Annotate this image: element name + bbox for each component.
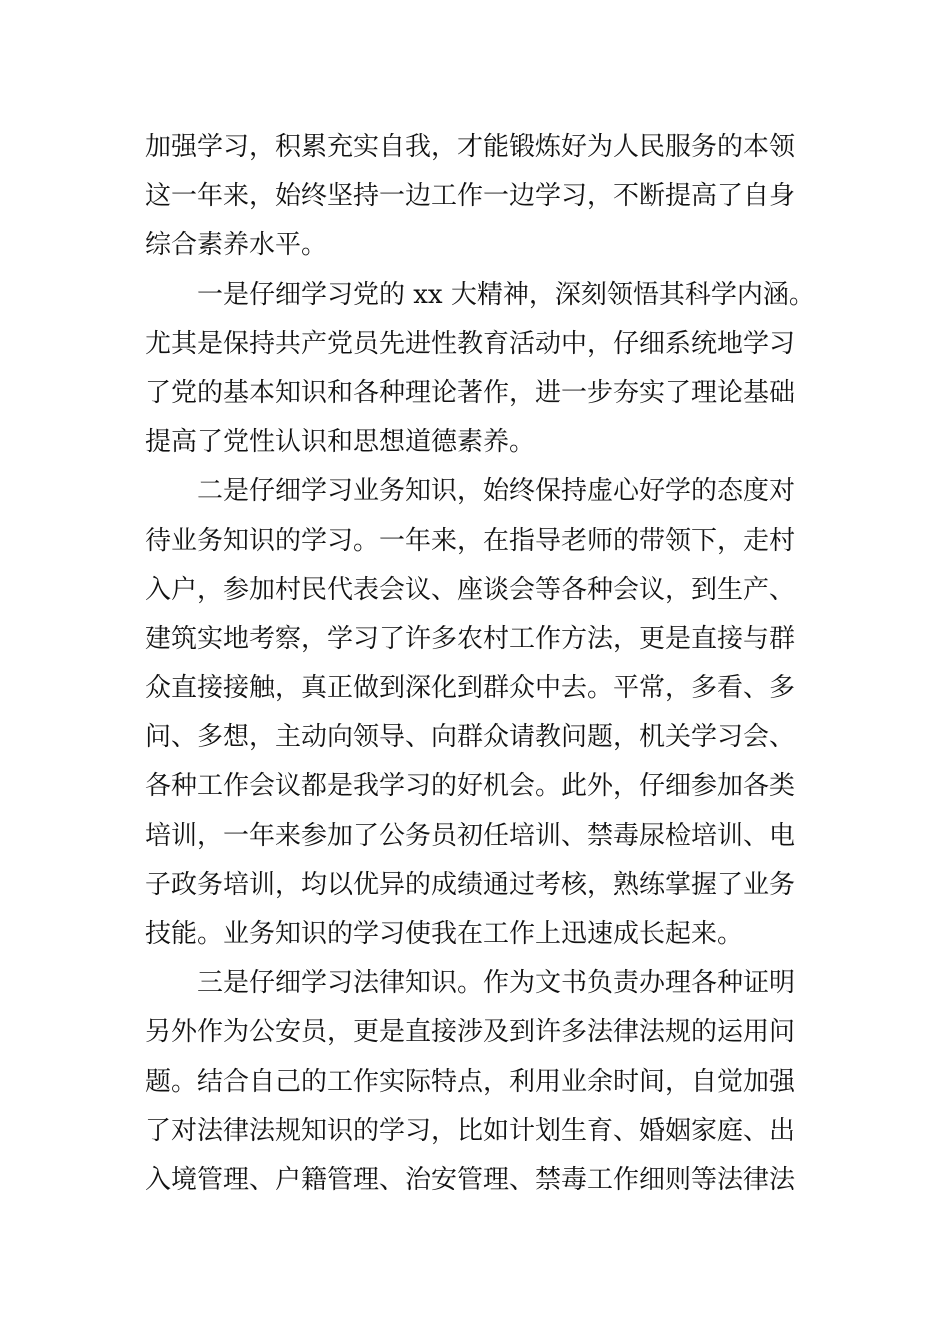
text-line-15: 培训，一年来参加了公务员初任培训、禁毒尿检培训、电 <box>145 820 796 851</box>
text-line-10: 入户，参加村民代表会议、座谈会等各种会议，到生产、 <box>145 574 796 605</box>
text-line-12: 众直接接触，真正做到深化到群众中去。平常，多看、多 <box>145 673 796 704</box>
text-line-7: 提高了党性认识和思想道德素养。 <box>145 427 536 458</box>
text-line-16: 子政务培训，均以优异的成绩通过考核，熟练掌握了业务 <box>145 869 796 900</box>
text-line-1: 加强学习，积累充实自我，才能锻炼好为人民服务的本领 <box>145 132 796 162</box>
text-line-4: 一是仔细学习党的 xx 大精神，深刻领悟其科学内涵。 <box>197 279 815 310</box>
text-line-21: 了对法律法规知识的学习，比如计划生育、婚姻家庭、出 <box>145 1115 796 1146</box>
text-line-18: 三是仔细学习法律知识。作为文书负责办理各种证明 <box>197 968 796 999</box>
text-line-8: 二是仔细学习业务知识，始终保持虚心好学的态度对 <box>197 476 796 507</box>
text-line-6: 了党的基本知识和各种理论著作，进一步夯实了理论基础 <box>145 377 796 408</box>
text-line-9: 待业务知识的学习。一年来，在指导老师的带领下，走村 <box>145 525 796 556</box>
text-line-22: 入境管理、户籍管理、治安管理、禁毒工作细则等法律法 <box>145 1164 796 1195</box>
text-line-14: 各种工作会议都是我学习的好机会。此外，仔细参加各类 <box>145 771 796 802</box>
document-body <box>145 123 815 1205</box>
text-line-17: 技能。业务知识的学习使我在工作上迅速成长起来。 <box>145 919 744 949</box>
text-line-19: 另外作为公安员，更是直接涉及到许多法律法规的运用问 <box>145 1017 796 1048</box>
text-line-3: 综合素养水平。 <box>145 230 328 261</box>
text-line-11: 建筑实地考察，学习了许多农村工作方法，更是直接与群 <box>145 623 796 654</box>
text-line-13: 问、多想，主动向领导、向群众请教问题，机关学习会、 <box>145 722 796 753</box>
text-line-20: 题。结合自己的工作实际特点，利用业余时间，自觉加强 <box>145 1066 796 1097</box>
text-line-5: 尤其是保持共产党员先进性教育活动中，仔细系统地学习 <box>145 328 796 359</box>
text-line-2: 这一年来，始终坚持一边工作一边学习，不断提高了自身 <box>145 181 796 212</box>
